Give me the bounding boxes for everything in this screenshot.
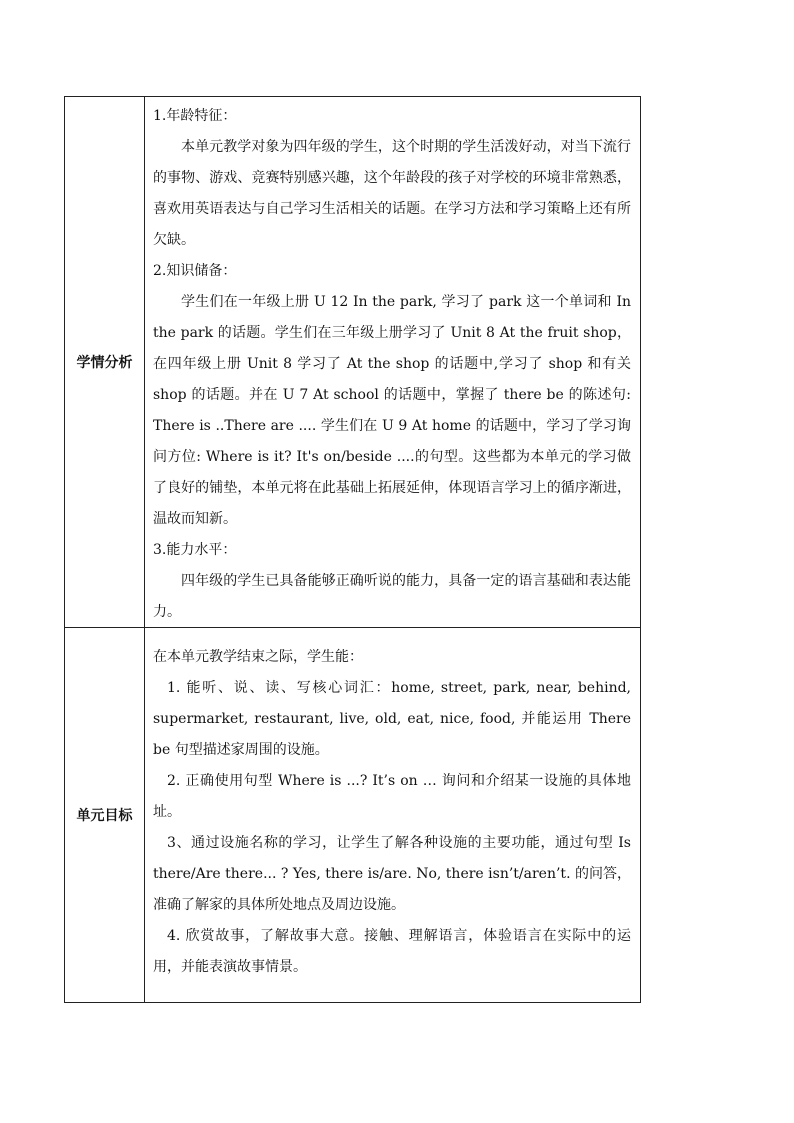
section-text-knowledge: 学生们在一年级上册 U 12 In the park, 学习了 park 这一个单词和 In the park 的话题。学生们在三年级上册学习了 Unit 8 At the fruit shop， 在四年级上册 Unit 8 学习了 At the shop 的话题中,学习了 shop 和有关 shop 的话题。并在 U 7 At school 的话题中，掌握了 there be 的陈述句: There is ..There are .... 学生们在 U 9 At home 的话题中，学习了学习询问方位: Where is it? It's on/beside ....的句型。这些都为本单元的学习做了良好的铺垫，本单元将在此基础上拓展延伸，体现语言学习上的循序渐进，温故而知新。 <box>153 294 631 527</box>
goal-item-4: 4. 欣赏故事，了解故事大意。接触、理解语言，体验语言在实际中的运用，并能表演故事情景。 <box>153 928 631 975</box>
table-row-student-analysis <box>65 97 641 628</box>
unit-goals-cell <box>145 628 641 1003</box>
row-label-unit-goals: 单元目标 <box>65 628 145 1003</box>
student-analysis-cell <box>145 97 641 628</box>
row-label-student-analysis: 学情分析 <box>65 97 145 628</box>
goal-item-3: 3、通过设施名称的学习，让学生了解各种设施的主要功能，通过句型 Is there/Are there... ? Yes, there is/are. No, there isn’t/aren’t. 的问答，准确了解家的具体所处地点及周边设施。 <box>153 835 631 913</box>
section-heading-age: 1.年龄特征： <box>153 108 237 124</box>
goal-item-1: 1. 能听、说、读、写核心词汇：home, street, park, near, behind, supermarket, restaurant, live, old, eat, nice, food, 并能运用 There be 句型描述家周围的设施。 <box>153 680 631 758</box>
table-row-unit-goals <box>65 628 641 1003</box>
goals-intro: 在本单元教学结束之际，学生能： <box>153 649 363 665</box>
section-text-ability: 四年级的学生已具备能够正确听说的能力，具备一定的语言基础和表达能力。 <box>153 573 631 620</box>
goal-item-2: 2. 正确使用句型 Where is ...? It’s on … 询问和介绍某一设施的具体地址。 <box>153 773 631 820</box>
section-heading-ability: 3.能力水平： <box>153 542 237 558</box>
lesson-plan-table <box>64 96 641 1003</box>
section-heading-knowledge: 2.知识储备： <box>153 263 237 279</box>
section-text-age: 本单元教学对象为四年级的学生，这个时期的学生活泼好动，对当下流行的事物、游戏、竞赛特别感兴趣，这个年龄段的孩子对学校的环境非常熟悉，喜欢用英语表达与自己学习生活相关的话题。在学习方法和学习策略上还有所欠缺。 <box>153 139 631 248</box>
